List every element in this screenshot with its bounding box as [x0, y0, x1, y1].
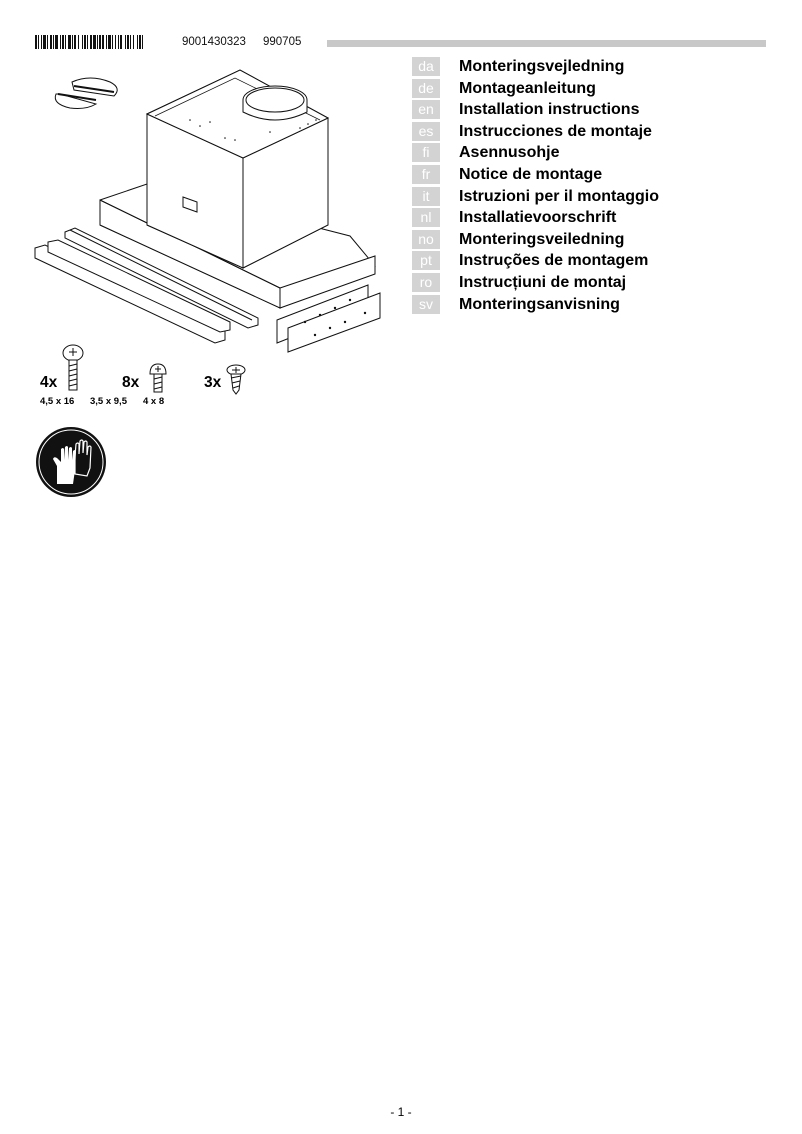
range-hood-illustration [30, 60, 390, 360]
language-row-sv [412, 295, 659, 314]
language-row-it [412, 187, 659, 206]
language-code: fr [412, 165, 440, 184]
language-row-da [412, 57, 659, 76]
language-title: Istruzioni per il montaggio [459, 187, 659, 205]
language-title: Monteringsanvisning [459, 295, 620, 313]
language-row-es [412, 122, 659, 141]
screw-quantity: 4x [40, 374, 58, 391]
language-title: Asennusohje [459, 144, 560, 162]
language-row-fi [412, 143, 659, 162]
language-row-no [412, 230, 659, 249]
language-title: Installatievoorschrift [459, 209, 617, 227]
language-title: Monteringsveiledning [459, 230, 625, 248]
language-row-pt [412, 251, 659, 270]
language-code: es [412, 122, 440, 141]
screw-small-icon [226, 364, 246, 396]
language-code: no [412, 230, 440, 249]
language-title: Monteringsvejledning [459, 58, 625, 75]
language-row-de [412, 79, 659, 98]
language-code: en [412, 100, 440, 119]
header-rule [327, 40, 766, 47]
language-title: Montageanleitung [459, 79, 596, 97]
language-title: Notice de montage [459, 165, 603, 183]
screw-medium-icon [148, 362, 168, 396]
language-row-ro [412, 273, 659, 292]
language-code: nl [412, 208, 440, 227]
language-title: Installation instructions [459, 101, 640, 119]
wear-gloves-icon [35, 426, 107, 498]
barcode-icon [35, 35, 145, 49]
screw-large-icon [62, 344, 84, 396]
screw-size: 3,5 x 9,5 [90, 396, 127, 407]
language-code: sv [412, 295, 440, 314]
language-code: de [412, 79, 440, 98]
screw-size: 4,5 x 16 [40, 396, 75, 407]
date-code: 990705 [263, 36, 302, 48]
language-code: it [412, 187, 440, 206]
language-code: ro [412, 273, 440, 292]
language-row-nl [412, 208, 659, 227]
language-title: Instrucțiuni de montaj [459, 273, 627, 291]
language-row-en [412, 100, 659, 119]
filter-halves-icon [55, 78, 117, 109]
language-code: pt [412, 251, 440, 270]
screw-quantity: 3x [204, 374, 222, 391]
language-code: fi [412, 143, 440, 162]
language-list [412, 57, 659, 316]
language-title: Instruções de montagem [459, 252, 649, 270]
language-code: da [412, 57, 440, 76]
language-title: Instrucciones de montaje [459, 122, 652, 140]
document-number: 9001430323 [182, 36, 246, 48]
screw-quantity: 8x [122, 374, 140, 391]
page-number: - 1 - [390, 1105, 412, 1119]
screw-size: 4 x 8 [143, 396, 165, 407]
language-row-fr [412, 165, 659, 184]
